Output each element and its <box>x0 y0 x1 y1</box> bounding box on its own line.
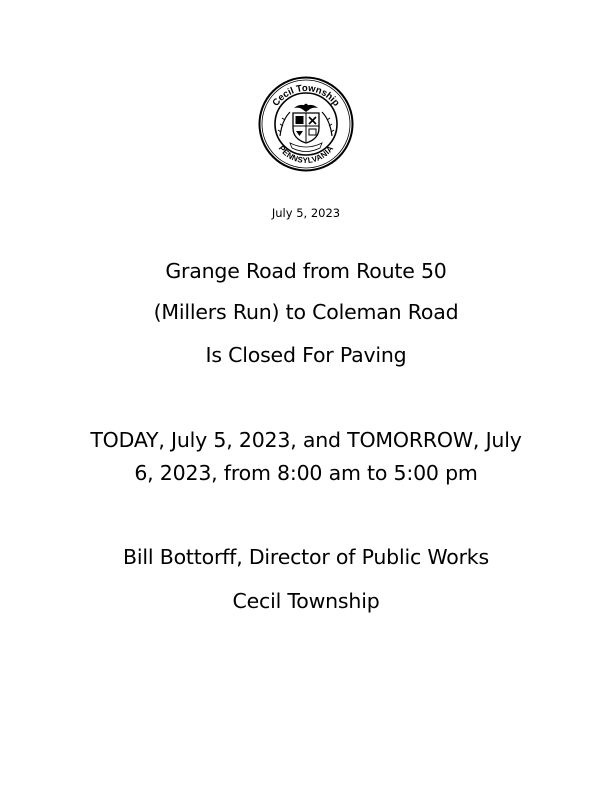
headline-line-2: (Millers Run) to Coleman Road <box>153 300 459 324</box>
schedule-line-2: 6, 2023, from 8:00 am to 5:00 pm <box>134 461 478 485</box>
signature-name-title: Bill Bottorff, Director of Public Works <box>123 545 489 569</box>
headline-line-1: Grange Road from Route 50 <box>165 259 447 283</box>
seal-bottom-text: PENNSYLVANIA <box>276 143 336 166</box>
schedule-line-1: TODAY, July 5, 2023, and TOMORROW, July <box>90 428 522 452</box>
notice-date: July 5, 2023 <box>271 206 341 220</box>
seal-top-text: Cecil Township <box>270 82 342 109</box>
township-seal-logo <box>258 76 354 172</box>
signature-organization: Cecil Township <box>232 589 380 613</box>
headline-line-3: Is Closed For Paving <box>205 343 407 367</box>
